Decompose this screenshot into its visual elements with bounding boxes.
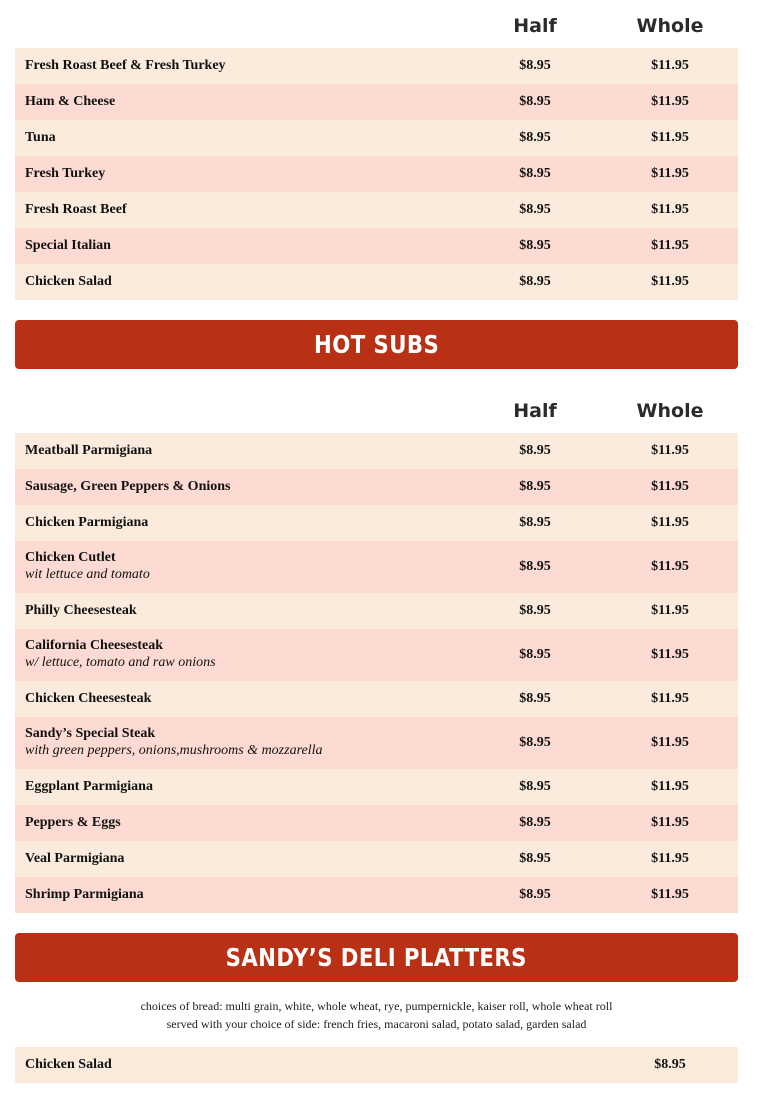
whole-column-header: Whole <box>636 400 704 422</box>
item-name: Ham & Cheese <box>25 94 116 109</box>
whole-price: $11.95 <box>651 815 689 830</box>
half-price: $8.95 <box>519 735 551 750</box>
hot-subs-column-headers <box>15 385 738 433</box>
menu-item <box>15 228 738 264</box>
whole-price: $11.95 <box>651 559 689 574</box>
menu-item <box>15 84 738 120</box>
whole-price: $11.95 <box>651 479 689 494</box>
whole-price: $11.95 <box>651 166 689 181</box>
item-name-block <box>25 726 323 759</box>
menu-item <box>15 769 738 805</box>
whole-column-header: Whole <box>636 15 704 37</box>
whole-price: $11.95 <box>651 443 689 458</box>
item-name: Peppers & Eggs <box>25 815 121 830</box>
menu-item <box>15 469 738 505</box>
bread-choices-note: choices of bread: multi grain, white, whole wheat, rye, pumpernickle, kaiser roll, whole wheat roll <box>140 999 613 1013</box>
half-price: $8.95 <box>519 238 551 253</box>
deli-platters-notes <box>15 982 738 1047</box>
half-column-header: Half <box>513 15 557 37</box>
item-price: $8.95 <box>654 1057 686 1072</box>
item-name: Special Italian <box>25 238 111 253</box>
menu-item <box>15 264 738 300</box>
half-price: $8.95 <box>519 58 551 73</box>
menu-item <box>15 629 738 681</box>
half-price: $8.95 <box>519 515 551 530</box>
item-name: Tuna <box>25 130 56 145</box>
item-name: Chicken Salad <box>25 1057 112 1072</box>
half-column-header: Half <box>513 400 557 422</box>
whole-price: $11.95 <box>651 887 689 902</box>
menu-page <box>15 0 738 1083</box>
half-price: $8.95 <box>519 443 551 458</box>
menu-item <box>15 505 738 541</box>
half-price: $8.95 <box>519 815 551 830</box>
menu-item <box>15 877 738 913</box>
half-price: $8.95 <box>519 603 551 618</box>
menu-item <box>15 681 738 717</box>
item-name: Chicken Cheesesteak <box>25 691 152 706</box>
deli-platters-banner <box>15 933 738 982</box>
whole-price: $11.95 <box>651 735 689 750</box>
menu-item <box>15 192 738 228</box>
hot-subs-list <box>15 433 738 913</box>
item-name-block <box>25 638 216 671</box>
item-name: Shrimp Parmigiana <box>25 887 144 902</box>
whole-price: $11.95 <box>651 58 689 73</box>
menu-item <box>15 593 738 629</box>
item-name: Veal Parmigiana <box>25 851 125 866</box>
item-name: Fresh Roast Beef & Fresh Turkey <box>25 58 226 73</box>
whole-price: $11.95 <box>651 130 689 145</box>
whole-price: $11.95 <box>651 515 689 530</box>
half-price: $8.95 <box>519 779 551 794</box>
item-name: Chicken Parmigiana <box>25 515 149 530</box>
item-name: Philly Cheesesteak <box>25 603 137 618</box>
item-name: California Cheesesteak <box>25 638 164 653</box>
half-price: $8.95 <box>519 130 551 145</box>
item-name: Sausage, Green Peppers & Onions <box>25 479 231 494</box>
menu-item <box>15 48 738 84</box>
menu-item <box>15 805 738 841</box>
cold-subs-list <box>15 48 738 300</box>
cold-subs-column-headers <box>15 0 738 48</box>
item-name: Fresh Roast Beef <box>25 202 127 217</box>
item-name: Meatball Parmigiana <box>25 443 153 458</box>
item-description: with green peppers, onions,mushrooms & mozzarella <box>25 743 323 758</box>
whole-price: $11.95 <box>651 94 689 109</box>
half-price: $8.95 <box>519 887 551 902</box>
whole-price: $11.95 <box>651 851 689 866</box>
half-price: $8.95 <box>519 479 551 494</box>
hot-subs-banner <box>15 320 738 369</box>
half-price: $8.95 <box>519 166 551 181</box>
menu-item <box>15 433 738 469</box>
item-name: Fresh Turkey <box>25 166 106 181</box>
item-name: Sandy’s Special Steak <box>25 726 156 741</box>
item-name: Chicken Salad <box>25 274 112 289</box>
half-price: $8.95 <box>519 647 551 662</box>
whole-price: $11.95 <box>651 274 689 289</box>
half-price: $8.95 <box>519 691 551 706</box>
whole-price: $11.95 <box>651 202 689 217</box>
whole-price: $11.95 <box>651 779 689 794</box>
item-description: w/ lettuce, tomato and raw onions <box>25 655 216 670</box>
menu-item <box>15 120 738 156</box>
menu-item <box>15 1047 738 1083</box>
side-choices-note: served with your choice of side: french fries, macaroni salad, potato salad, garden salad <box>166 1017 587 1031</box>
item-name: Eggplant Parmigiana <box>25 779 153 794</box>
hot-subs-title: HOT SUBS <box>313 330 440 359</box>
item-description: wit lettuce and tomato <box>25 567 150 582</box>
half-price: $8.95 <box>519 851 551 866</box>
item-name-block <box>25 550 150 583</box>
half-price: $8.95 <box>519 202 551 217</box>
deli-platters-title: SANDY’S DELI PLATTERS <box>225 943 528 972</box>
menu-item <box>15 717 738 769</box>
menu-item <box>15 156 738 192</box>
half-price: $8.95 <box>519 94 551 109</box>
item-name: Chicken Cutlet <box>25 550 116 565</box>
menu-item <box>15 541 738 593</box>
whole-price: $11.95 <box>651 603 689 618</box>
whole-price: $11.95 <box>651 647 689 662</box>
whole-price: $11.95 <box>651 691 689 706</box>
deli-platters-list <box>15 1047 738 1083</box>
whole-price: $11.95 <box>651 238 689 253</box>
menu-item <box>15 841 738 877</box>
half-price: $8.95 <box>519 559 551 574</box>
half-price: $8.95 <box>519 274 551 289</box>
